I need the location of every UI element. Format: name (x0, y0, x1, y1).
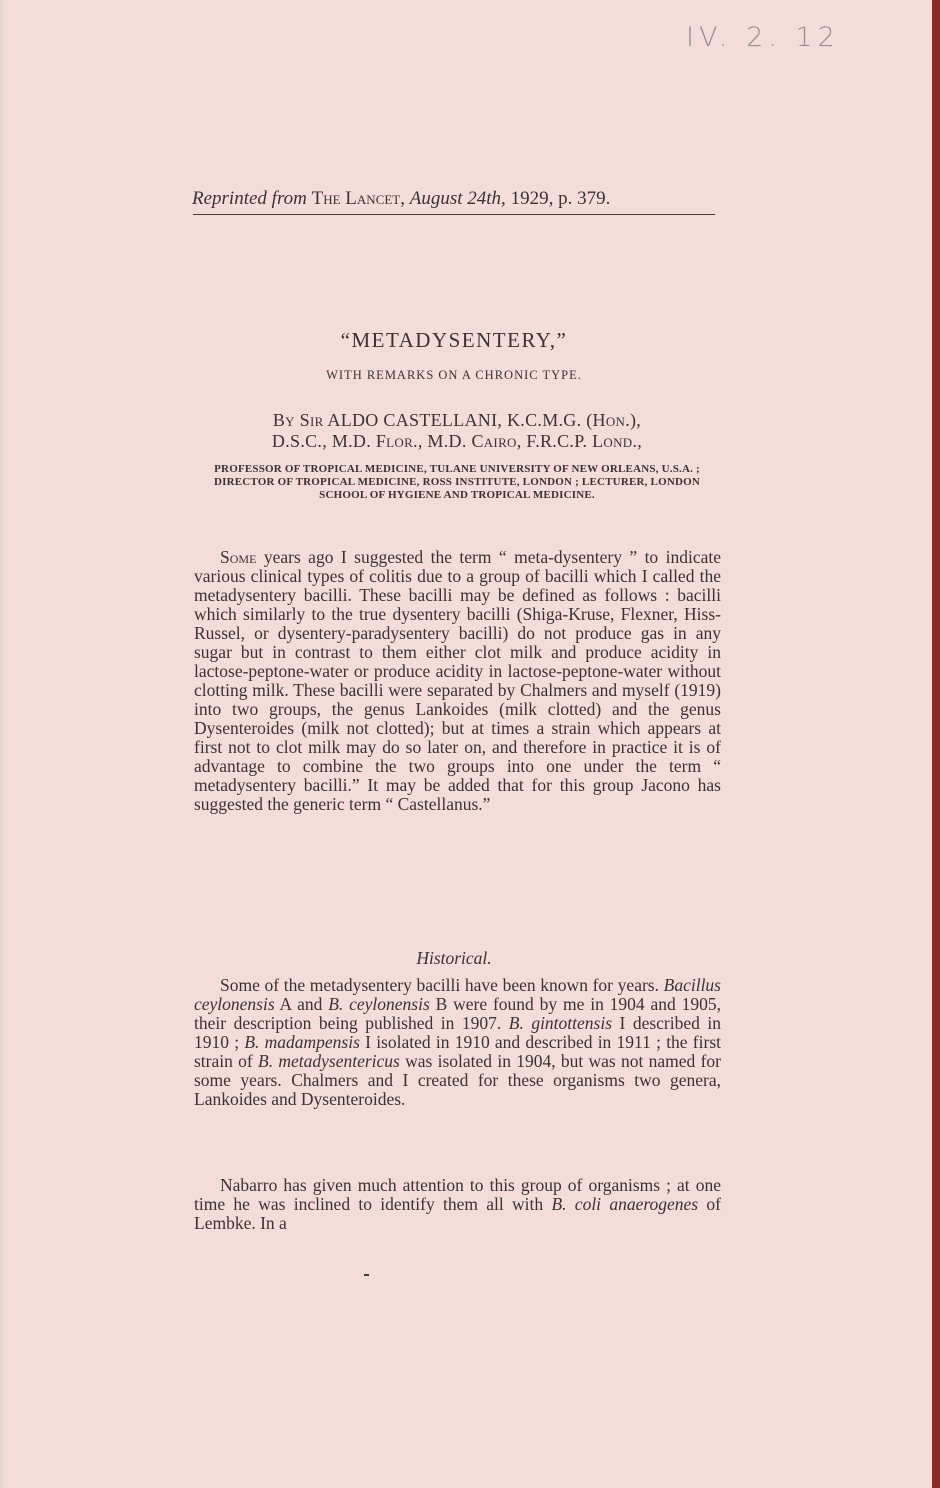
reprint-rule (193, 214, 715, 215)
paragraph-historical (194, 976, 721, 1109)
text-run: A and (274, 994, 329, 1014)
paragraph-intro-text: years ago I suggested the term “ meta-dysentery ” to indicate various clinical types of colitis due to a group of bacilli which I called the metadysentery bacilli. These bacilli may be defined as follows : bacilli which similarly to the true dysentery bacilli (Shiga-Kruse, Flexner, Hiss-Russel, or dysentery-paradysentery bacilli) do not produce gas in any sugar but in contrast to them either clot milk and produce acidity in lactose-peptone-water or produce acidity in lactose-peptone-water without clotting milk. These bacilli were separated by Chalmers and myself (1919) into two groups, the genus Lankoides (milk clotted) and the genus Dysenteroides (milk not clotted); but at times a strain which appears at first not to clot milk may do so later on, and therefore in practice it is of advantage to combine the two groups into one under the term “ metadysentery bacilli.” It may be added that for this group Jacono has suggested the generic term “ Castellanus.” (194, 547, 721, 814)
text-run: Some of the metadysentery bacilli have been known for years. (220, 975, 664, 995)
article-subtitle: WITH REMARKS ON A CHRONIC TYPE. (326, 368, 582, 382)
species-name: B. metadysentericus (258, 1051, 400, 1071)
handwritten-note: IV. 2. 12 (686, 22, 840, 53)
section-heading-historical: Historical. (416, 948, 492, 968)
author-line-1 (192, 410, 722, 431)
reprint-details: 1929, p. 379. (510, 188, 611, 209)
paragraph-nabarro (194, 1176, 721, 1233)
species-name: B. gintottensis (508, 1013, 613, 1033)
author-degrees: D.S.C., M.D. Flor., M.D. Cairo, F.R.C.P. Lond., (271, 431, 643, 451)
paragraph-intro-lead: Some (220, 547, 257, 567)
text-run: of Lembke. In a (194, 1194, 721, 1233)
species-name: Bacillus ceylonensis (194, 975, 721, 1014)
author-hon: (Hon.), (586, 410, 642, 430)
reprint-journal: The Lancet, (311, 188, 405, 209)
author-name: ALDO CASTELLANI, (327, 410, 503, 430)
species-name: B. madampensis (244, 1032, 360, 1052)
reprint-line (192, 188, 716, 210)
text-run: was isolated in 1904, but was not named for some years. Chalmers and I created for these organisms two genera, Lankoides and Dysenteroides. (194, 1051, 721, 1109)
paragraph-intro (194, 548, 721, 814)
author-affiliation: PROFESSOR OF TROPICAL MEDICINE, TULANE UNIVERSITY OF NEW ORLEANS, U.S.A. ; DIRECTOR OF TROPICAL MEDICINE, ROSS INSTITUTE, LONDON ; LECTURER, LONDON SCHOOL OF HYGIENE AND TROPICAL MEDICINE. (213, 463, 701, 501)
author-by: By Sir (272, 410, 324, 430)
species-name: B. ceylonensis (328, 994, 430, 1014)
text-run: I isolated in 1910 and described in 1911 ; the first strain of (194, 1032, 721, 1071)
page-edge-shadow (0, 0, 6, 1488)
author-block (192, 410, 722, 452)
species-name: B. coli anaerogenes (551, 1194, 699, 1214)
text-run: B were found by me in 1904 and 1905, their description being published in 1907. (194, 994, 721, 1033)
reprint-prefix: Reprinted from (192, 188, 307, 209)
text-run: I described in 1910 ; (194, 1013, 722, 1052)
author-honours: K.C.M.G. (507, 410, 582, 430)
reprint-date: August 24th, (409, 188, 506, 209)
page-mark (364, 1274, 369, 1276)
text-run: Nabarro has given much attention to this group of organisms ; at one time he was inclined to identify them all with (194, 1175, 721, 1214)
article-title: “METADYSENTERY,” (340, 328, 568, 352)
